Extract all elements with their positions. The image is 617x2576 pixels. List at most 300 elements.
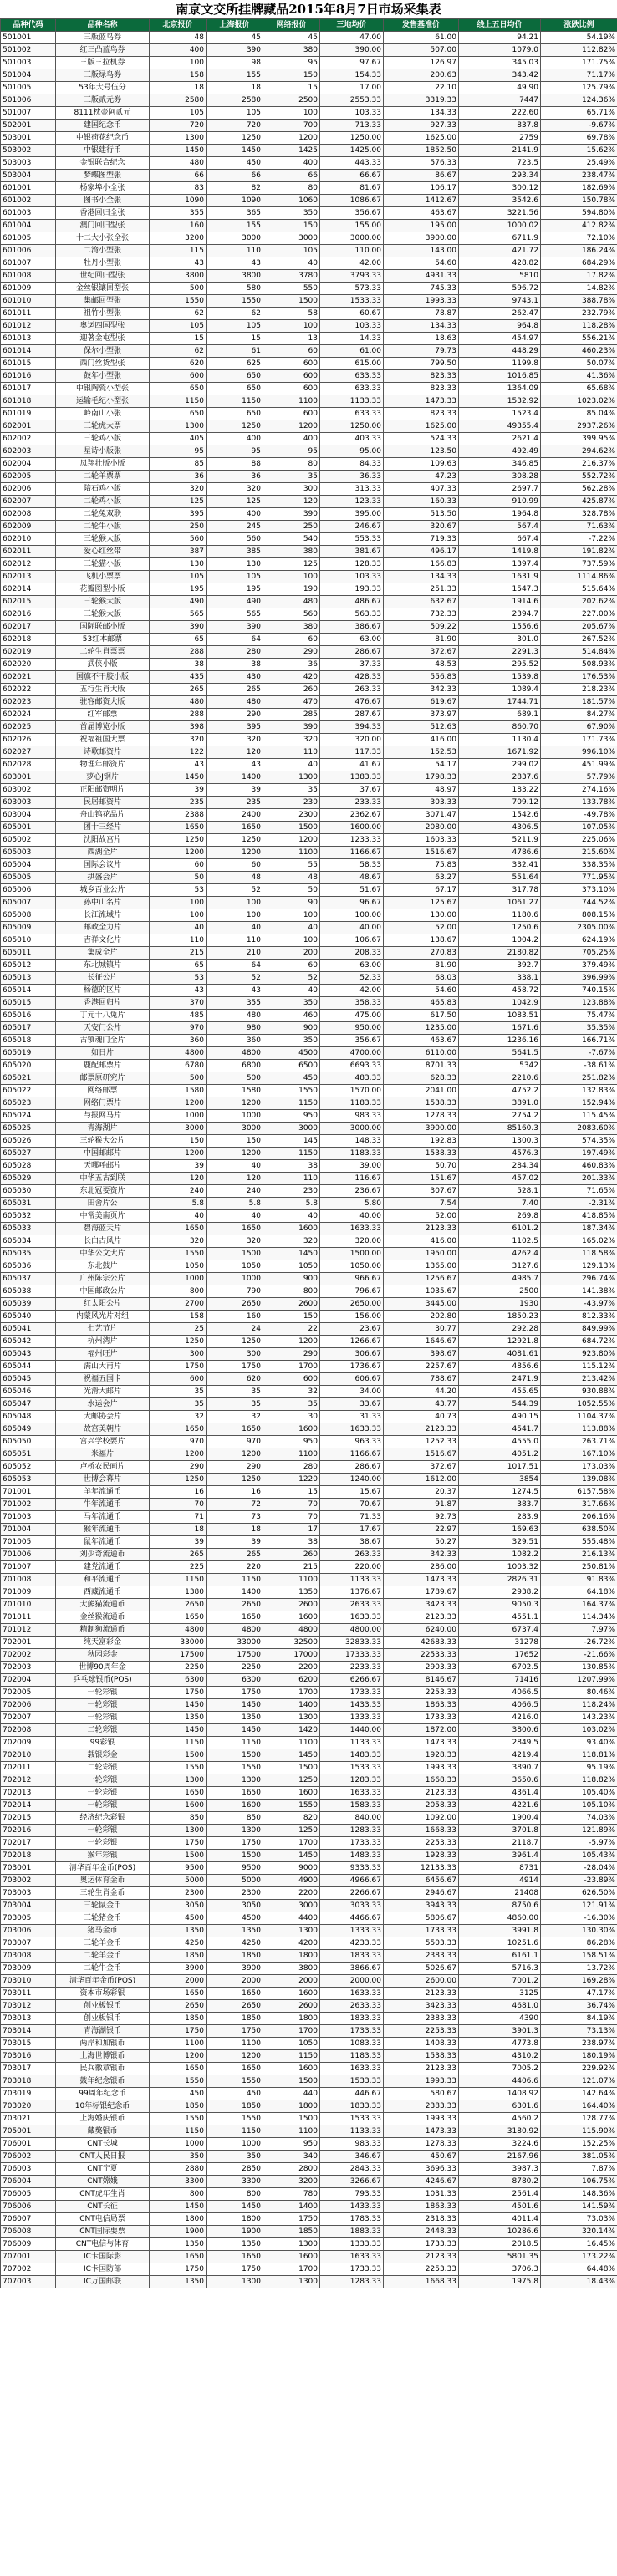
cell-code: 605031	[1, 1198, 56, 1210]
cell-name: 杭州湾片	[56, 1336, 150, 1348]
cell-change-pct: 705.25%	[541, 947, 617, 960]
cell-shanghai-price: 120	[207, 746, 263, 759]
cell-base-price: 2123.33	[384, 2251, 459, 2263]
cell-online-price: 80	[263, 458, 320, 471]
table-row	[1, 1662, 617, 1674]
cell-name: 香港回归片	[56, 997, 150, 1010]
cell-beijing-price: 1250	[150, 834, 207, 847]
cell-code: 601010	[1, 295, 56, 308]
table-row	[1, 345, 617, 358]
table-row	[1, 934, 617, 947]
cell-avg-price: 116.67	[320, 1173, 384, 1185]
cell-5day-avg: 1964.8	[459, 508, 541, 521]
table-row	[1, 1148, 617, 1160]
cell-beijing-price: 565	[150, 608, 207, 621]
cell-online-price: 285	[263, 709, 320, 721]
table-row	[1, 909, 617, 922]
cell-name: 丁元十八兔片	[56, 1010, 150, 1022]
table-row	[1, 1285, 617, 1298]
cell-avg-price: 1833.33	[320, 1950, 384, 1963]
cell-code: 706002	[1, 2151, 56, 2163]
cell-5day-avg: 3890.7	[459, 1762, 541, 1774]
cell-name: 金丝银镶回型张	[56, 283, 150, 295]
cell-beijing-price: 1200	[150, 847, 207, 859]
cell-base-price: 79.73	[384, 345, 459, 358]
cell-shanghai-price: 1450	[207, 1699, 263, 1712]
cell-change-pct: 317.66%	[541, 1499, 617, 1511]
cell-online-price: 1500	[263, 822, 320, 834]
cell-avg-price: 110.00	[320, 245, 384, 257]
cell-shanghai-price: 1750	[207, 2263, 263, 2276]
cell-shanghai-price: 580	[207, 283, 263, 295]
cell-5day-avg: 299.02	[459, 759, 541, 771]
cell-name: 水运会片	[56, 1398, 150, 1411]
cell-5day-avg: 4219.4	[459, 1749, 541, 1762]
cell-shanghai-price: 2580	[207, 94, 263, 107]
cell-name: 陪石鸡小版	[56, 483, 150, 496]
table-row	[1, 2025, 617, 2038]
cell-avg-price: 483.33	[320, 1072, 384, 1085]
cell-online-price: 45	[263, 32, 320, 44]
cell-change-pct: 107.05%	[541, 822, 617, 834]
table-row	[1, 107, 617, 120]
cell-change-pct: 47.17%	[541, 1988, 617, 2000]
cell-shanghai-price: 970	[207, 1436, 263, 1448]
cell-change-pct: 71.63%	[541, 521, 617, 533]
cell-avg-price: 394.33	[320, 721, 384, 734]
table-row	[1, 847, 617, 859]
cell-online-price: 60	[263, 345, 320, 358]
cell-code: 605051	[1, 1448, 56, 1461]
cell-5day-avg: 1364.09	[459, 383, 541, 395]
cell-avg-price: 47.00	[320, 32, 384, 44]
table-row	[1, 333, 617, 345]
cell-beijing-price: 1750	[150, 1837, 207, 1850]
cell-online-price: 300	[263, 483, 320, 496]
cell-avg-price: 51.67	[320, 884, 384, 897]
cell-change-pct: 737.59%	[541, 558, 617, 571]
cell-name: 青海湖银币	[56, 2025, 150, 2038]
table-row	[1, 508, 617, 521]
cell-code: 605004	[1, 859, 56, 872]
cell-online-price: 95	[263, 57, 320, 69]
cell-online-price: 6500	[263, 1060, 320, 1072]
table-row	[1, 985, 617, 997]
cell-avg-price: 983.33	[320, 2138, 384, 2151]
cell-avg-price: 966.67	[320, 1273, 384, 1285]
cell-beijing-price: 800	[150, 1285, 207, 1298]
cell-code: 601006	[1, 245, 56, 257]
table-row	[1, 571, 617, 583]
cell-online-price: 35	[263, 784, 320, 797]
table-row	[1, 1260, 617, 1273]
cell-online-price: 1060	[263, 195, 320, 207]
cell-avg-price: 403.33	[320, 433, 384, 445]
cell-shanghai-price: 1000	[207, 1273, 263, 1285]
cell-name: 清华百年金币(POS)	[56, 1975, 150, 1988]
cell-online-price: 1550	[263, 1085, 320, 1097]
cell-change-pct: -28.04%	[541, 1862, 617, 1875]
cell-name: 金银联合纪念	[56, 157, 150, 170]
cell-beijing-price: 1750	[150, 2263, 207, 2276]
cell-online-price: 38	[263, 1160, 320, 1173]
table-row	[1, 1173, 617, 1185]
table-row	[1, 1298, 617, 1311]
cell-change-pct: 594.80%	[541, 207, 617, 220]
cell-name: 与报网马片	[56, 1110, 150, 1123]
cell-beijing-price: 398	[150, 721, 207, 734]
cell-name: IC卡国防部	[56, 2263, 150, 2276]
cell-beijing-price: 85	[150, 458, 207, 471]
cell-avg-price: 38.67	[320, 1536, 384, 1549]
cell-code: 605032	[1, 1210, 56, 1223]
cell-5day-avg: 596.72	[459, 283, 541, 295]
cell-avg-price: 1240.00	[320, 1474, 384, 1486]
cell-code: 701008	[1, 1574, 56, 1586]
table-row	[1, 809, 617, 822]
cell-shanghai-price: 650	[207, 370, 263, 383]
cell-shanghai-price: 43	[207, 759, 263, 771]
cell-online-price: 250	[263, 521, 320, 533]
cell-change-pct: 171.73%	[541, 734, 617, 746]
cell-online-price: 390	[263, 721, 320, 734]
cell-avg-price: 2650.00	[320, 1298, 384, 1311]
cell-change-pct: 115.12%	[541, 1361, 617, 1373]
cell-online-price: 50	[263, 884, 320, 897]
cell-name: 一轮彩银	[56, 1800, 150, 1812]
table-row	[1, 308, 617, 320]
cell-beijing-price: 2650	[150, 1599, 207, 1611]
cell-name: 故宫美朝片	[56, 1423, 150, 1436]
cell-name: 三版绿鸟券	[56, 69, 150, 82]
cell-avg-price: 1383.33	[320, 771, 384, 784]
cell-avg-price: 1500.00	[320, 1248, 384, 1260]
cell-beijing-price: 2880	[150, 2163, 207, 2176]
cell-base-price: 1733.33	[384, 2238, 459, 2251]
cell-change-pct: 201.33%	[541, 1173, 617, 1185]
cell-name: 中银荷花纪念币	[56, 132, 150, 145]
cell-change-pct: 93.40%	[541, 1737, 617, 1749]
cell-online-price: 145	[263, 1135, 320, 1148]
cell-base-price: 1473.33	[384, 1737, 459, 1749]
table-row	[1, 2276, 617, 2288]
cell-avg-price: 148.33	[320, 1135, 384, 1148]
cell-shanghai-price: 245	[207, 521, 263, 533]
cell-base-price: 2123.33	[384, 1423, 459, 1436]
cell-base-price: 1473.33	[384, 395, 459, 408]
cell-name: 三轮虎大票	[56, 420, 150, 433]
cell-change-pct: 129.13%	[541, 1260, 617, 1273]
cell-online-price: 320	[263, 734, 320, 746]
table-row	[1, 1235, 617, 1248]
cell-online-price: 260	[263, 1549, 320, 1561]
cell-code: 605014	[1, 985, 56, 997]
cell-name: 上海世博银币	[56, 2050, 150, 2063]
cell-shanghai-price: 110	[207, 245, 263, 257]
cell-beijing-price: 225	[150, 1561, 207, 1574]
table-row	[1, 2063, 617, 2075]
cell-beijing-price: 1300	[150, 1774, 207, 1787]
cell-name: 鼓年纪念银币	[56, 2075, 150, 2088]
cell-shanghai-price: 1750	[207, 1837, 263, 1850]
cell-base-price: 2253.33	[384, 1837, 459, 1850]
cell-base-price: 2123.33	[384, 2063, 459, 2075]
cell-5day-avg: 3987.3	[459, 2163, 541, 2176]
cell-online-price: 120	[263, 496, 320, 508]
cell-name: 满山大甫片	[56, 1361, 150, 1373]
cell-beijing-price: 160	[150, 220, 207, 232]
cell-online-price: 30	[263, 1411, 320, 1423]
cell-online-price: 1500	[263, 1762, 320, 1774]
cell-online-price: 70	[263, 1511, 320, 1524]
cell-online-price: 1450	[263, 1850, 320, 1862]
cell-base-price: 2383.33	[384, 2100, 459, 2113]
cell-5day-avg: 31278	[459, 1637, 541, 1649]
cell-beijing-price: 800	[150, 2188, 207, 2201]
cell-name: 一轮彩银	[56, 1712, 150, 1724]
cell-change-pct: 373.10%	[541, 884, 617, 897]
cell-shanghai-price: 110	[207, 934, 263, 947]
cell-code: 701006	[1, 1549, 56, 1561]
cell-avg-price: 17.00	[320, 82, 384, 94]
cell-name: 三版蓝鸟券	[56, 32, 150, 44]
cell-beijing-price: 1650	[150, 1988, 207, 2000]
cell-name: 99周年纪念币	[56, 2088, 150, 2100]
cell-base-price: 2903.33	[384, 1662, 459, 1674]
cell-change-pct: 923.80%	[541, 1348, 617, 1361]
cell-change-pct: 17.82%	[541, 270, 617, 283]
cell-shanghai-price: 790	[207, 1285, 263, 1298]
cell-5day-avg: 6702.5	[459, 1662, 541, 1674]
cell-name: 碧海蓝天片	[56, 1223, 150, 1235]
cell-base-price: 123.50	[384, 445, 459, 458]
table-row	[1, 94, 617, 107]
cell-base-price: 1538.33	[384, 2050, 459, 2063]
cell-5day-avg: 3901.3	[459, 2025, 541, 2038]
cell-online-price: 1800	[263, 2100, 320, 2113]
cell-5day-avg: 1016.85	[459, 370, 541, 383]
cell-avg-price: 3033.33	[320, 1900, 384, 1912]
table-row	[1, 1060, 617, 1072]
table-row	[1, 257, 617, 270]
cell-5day-avg: 1004.2	[459, 934, 541, 947]
cell-avg-price: 97.67	[320, 57, 384, 69]
cell-beijing-price: 18	[150, 1524, 207, 1536]
cell-online-price: 540	[263, 533, 320, 546]
cell-change-pct: 7.87%	[541, 2163, 617, 2176]
cell-change-pct: 202.62%	[541, 596, 617, 608]
cell-shanghai-price: 4800	[207, 1047, 263, 1060]
cell-online-price: 1100	[263, 1737, 320, 1749]
cell-name: 二轮彩银	[56, 1724, 150, 1737]
cell-beijing-price: 16	[150, 1486, 207, 1499]
cell-shanghai-price: 1100	[207, 2038, 263, 2050]
cell-online-price: 1425	[263, 145, 320, 157]
cell-base-price: 1516.67	[384, 847, 459, 859]
table-row	[1, 746, 617, 759]
cell-avg-price: 5.80	[320, 1198, 384, 1210]
cell-avg-price: 63.00	[320, 960, 384, 972]
cell-shanghai-price: 430	[207, 671, 263, 684]
cell-avg-price: 2843.33	[320, 2163, 384, 2176]
cell-code: 601003	[1, 207, 56, 220]
cell-avg-price: 156.00	[320, 1311, 384, 1323]
cell-avg-price: 1833.33	[320, 2100, 384, 2113]
cell-5day-avg: 10286.6	[459, 2226, 541, 2238]
cell-name: 邮政全力片	[56, 922, 150, 934]
cell-shanghai-price: 72	[207, 1499, 263, 1511]
cell-shanghai-price: 1500	[207, 1850, 263, 1862]
cell-avg-price: 1783.33	[320, 2213, 384, 2226]
cell-shanghai-price: 52	[207, 972, 263, 985]
table-row	[1, 1762, 617, 1774]
cell-change-pct: 460.23%	[541, 345, 617, 358]
cell-code: 602027	[1, 746, 56, 759]
cell-change-pct: 216.13%	[541, 1549, 617, 1561]
cell-code: 601015	[1, 358, 56, 370]
cell-online-price: 40	[263, 985, 320, 997]
cell-base-price: 1603.33	[384, 834, 459, 847]
cell-beijing-price: 125	[150, 496, 207, 508]
cell-base-price: 2058.33	[384, 1800, 459, 1812]
cell-online-price: 1050	[263, 2038, 320, 2050]
cell-avg-price: 17.67	[320, 1524, 384, 1536]
cell-shanghai-price: 480	[207, 1010, 263, 1022]
cell-base-price: 416.00	[384, 734, 459, 746]
cell-name: 星诗小版张	[56, 445, 150, 458]
cell-name: 一轮彩银	[56, 1787, 150, 1800]
cell-shanghai-price: 73	[207, 1511, 263, 1524]
cell-change-pct: 744.52%	[541, 897, 617, 909]
table-row	[1, 220, 617, 232]
cell-code: 702005	[1, 1687, 56, 1699]
cell-change-pct: 13.72%	[541, 1963, 617, 1975]
cell-code: 702013	[1, 1787, 56, 1800]
cell-shanghai-price: 38	[207, 659, 263, 671]
cell-avg-price: 123.33	[320, 496, 384, 508]
cell-code: 501004	[1, 69, 56, 82]
page-title: 南京文交所挂牌藏品2015年8月7日市场采集表	[176, 2, 441, 17]
cell-shanghai-price: 1150	[207, 1737, 263, 1749]
cell-avg-price: 1133.33	[320, 1737, 384, 1749]
cell-base-price: 1278.33	[384, 2138, 459, 2151]
cell-online-price: 40	[263, 759, 320, 771]
cell-online-price: 4500	[263, 1047, 320, 1060]
cell-shanghai-price: 400	[207, 433, 263, 445]
cell-shanghai-price: 290	[207, 1461, 263, 1474]
cell-shanghai-price: 3900	[207, 1963, 263, 1975]
cell-code: 602021	[1, 671, 56, 684]
cell-online-price: 230	[263, 797, 320, 809]
cell-avg-price: 1733.33	[320, 2263, 384, 2276]
cell-code: 605049	[1, 1423, 56, 1436]
cell-online-price: 900	[263, 1022, 320, 1035]
cell-shanghai-price: 1900	[207, 2226, 263, 2238]
cell-online-price: 150	[263, 220, 320, 232]
cell-change-pct: 25.49%	[541, 157, 617, 170]
cell-shanghai-price: 850	[207, 1812, 263, 1825]
cell-avg-price: 42.00	[320, 985, 384, 997]
cell-shanghai-price: 1300	[207, 2276, 263, 2288]
table-row	[1, 1047, 617, 1060]
cell-change-pct: 624.19%	[541, 934, 617, 947]
cell-5day-avg: 1547.3	[459, 583, 541, 596]
cell-avg-price: 563.33	[320, 608, 384, 621]
cell-online-price: 1450	[263, 1248, 320, 1260]
cell-online-price: 1420	[263, 1724, 320, 1737]
cell-5day-avg: 1930	[459, 1298, 541, 1311]
cell-avg-price: 42.00	[320, 257, 384, 270]
cell-online-price: 90	[263, 897, 320, 909]
cell-5day-avg: 1542.6	[459, 809, 541, 822]
cell-name: 8111枕壶阿贰元	[56, 107, 150, 120]
cell-beijing-price: 2388	[150, 809, 207, 822]
table-row	[1, 395, 617, 408]
cell-avg-price: 1333.33	[320, 2238, 384, 2251]
table-row	[1, 1511, 617, 1524]
cell-change-pct: 574.35%	[541, 1135, 617, 1148]
table-row	[1, 1549, 617, 1561]
table-row	[1, 1561, 617, 1574]
cell-5day-avg: 10251.6	[459, 1937, 541, 1950]
cell-base-price: 5806.67	[384, 1912, 459, 1925]
cell-change-pct: 320.14%	[541, 2226, 617, 2238]
cell-code: 503002	[1, 145, 56, 157]
cell-avg-price: 4800.00	[320, 1624, 384, 1637]
table-row	[1, 596, 617, 608]
cell-5day-avg: 332.41	[459, 859, 541, 872]
table-row	[1, 1875, 617, 1887]
cell-5day-avg: 21408	[459, 1887, 541, 1900]
cell-shanghai-price: 265	[207, 1549, 263, 1561]
cell-online-price: 470	[263, 696, 320, 709]
cell-change-pct: 130.85%	[541, 1662, 617, 1674]
cell-name: 创业板银币	[56, 2013, 150, 2025]
cell-shanghai-price: 155	[207, 220, 263, 232]
cell-code: 703021	[1, 2113, 56, 2125]
cell-online-price: 3800	[263, 1963, 320, 1975]
cell-beijing-price: 33000	[150, 1637, 207, 1649]
cell-shanghai-price: 43	[207, 985, 263, 997]
cell-shanghai-price: 160	[207, 1311, 263, 1323]
cell-base-price: 3319.33	[384, 94, 459, 107]
table-row	[1, 1223, 617, 1235]
cell-shanghai-price: 1200	[207, 1097, 263, 1110]
cell-code: 702011	[1, 1762, 56, 1774]
table-row	[1, 1022, 617, 1035]
cell-avg-price: 573.33	[320, 283, 384, 295]
cell-5day-avg: 1003.32	[459, 1561, 541, 1574]
column-header: 北京报价	[150, 19, 207, 32]
cell-shanghai-price: 400	[207, 508, 263, 521]
cell-name: 三轮猪金币	[56, 1912, 150, 1925]
cell-name: 二轮彩银	[56, 1762, 150, 1774]
cell-name: 迎著金屯型张	[56, 333, 150, 345]
cell-code: 503001	[1, 132, 56, 145]
cell-name: 福州旺片	[56, 1348, 150, 1361]
cell-change-pct: 106.75%	[541, 2176, 617, 2188]
cell-base-price: 2257.67	[384, 1361, 459, 1373]
cell-name: 创业板银币	[56, 2000, 150, 2013]
cell-beijing-price: 490	[150, 596, 207, 608]
table-row	[1, 1712, 617, 1724]
cell-avg-price: 3866.67	[320, 1963, 384, 1975]
cell-change-pct: 328.78%	[541, 508, 617, 521]
cell-code: 601005	[1, 232, 56, 245]
cell-5day-avg: 2394.7	[459, 608, 541, 621]
cell-5day-avg: 3125	[459, 1988, 541, 2000]
cell-beijing-price: 2700	[150, 1298, 207, 1311]
